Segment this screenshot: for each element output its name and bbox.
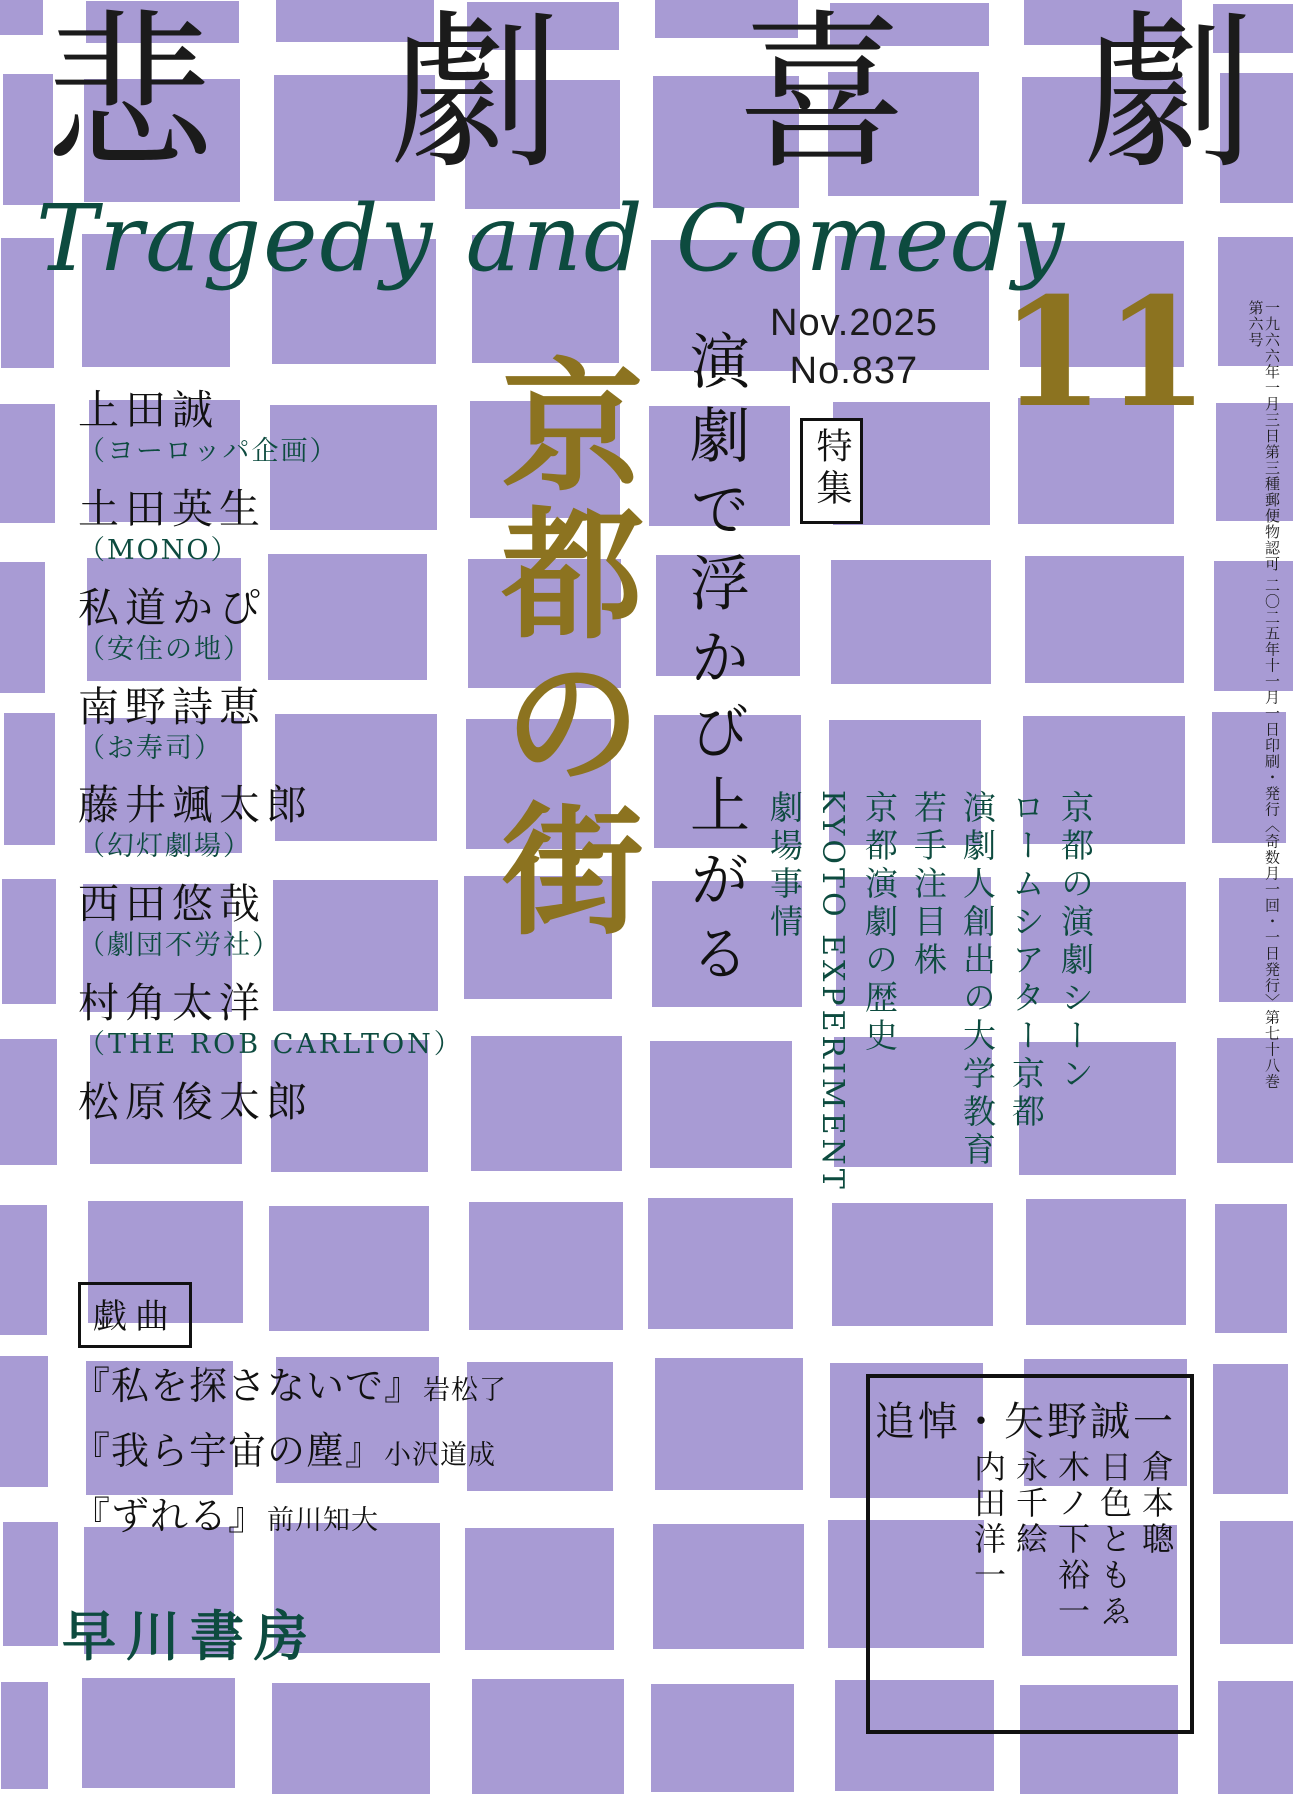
memorial-name: 永千絵 — [1011, 1450, 1049, 1558]
feature-item: 若手注目株 — [909, 790, 948, 980]
contributor-name: 私道かぴ — [78, 583, 266, 632]
masthead-english: Tragedy and Comedy — [36, 185, 1067, 292]
feature-item-list — [765, 790, 1095, 1350]
feature-item: 京都の演劇シーン — [1056, 790, 1095, 1094]
memorial-name: 日色ともゑ — [1095, 1450, 1133, 1630]
contributor-company: （安住の地） — [78, 633, 252, 665]
feature-item: 演劇人創出の大学教育 — [958, 790, 997, 1170]
contributor-company: （MONO） — [78, 534, 240, 566]
feature-item: 京都演劇の歴史 — [860, 790, 899, 1056]
play-title: 『我ら宇宙の塵』 — [72, 1429, 385, 1473]
masthead-char-2: 劇 — [390, 0, 561, 193]
masthead-char-3: 喜 — [737, 0, 908, 193]
memorial-name-list — [969, 1450, 1175, 1700]
contributor-item — [78, 1077, 548, 1126]
issue-info — [770, 300, 938, 395]
contributor-name: 土田英生 — [78, 484, 266, 533]
contributor-item — [78, 981, 548, 1062]
memorial-name: 木ノ下裕一 — [1053, 1450, 1091, 1630]
play-item — [72, 1420, 592, 1475]
feature-badge: 特集 — [800, 418, 863, 524]
memorial-heading: 追悼・矢野誠一 — [875, 1399, 1176, 1445]
contributor-company: （劇団不労社） — [78, 930, 281, 962]
play-title: 『ずれる』 — [72, 1494, 268, 1538]
memorial-name: 倉本聰 — [1137, 1450, 1175, 1558]
memorial-name: 内田洋一 — [969, 1450, 1007, 1594]
contributor-name: 南野詩恵 — [78, 682, 266, 731]
contributor-name: 上田誠 — [78, 386, 219, 434]
legal-notice: 一九六六年一月三日第三種郵便物認可 二〇二五年十一月一日印刷・発行〈奇数月一回・一日発行〉第七十八巻 第六号 — [1246, 300, 1280, 1090]
feature-subhead: 演劇で浮かび上がる — [680, 330, 750, 996]
publisher-name: 早川書房 — [62, 1604, 318, 1668]
contributor-name: 村角太洋 — [78, 979, 266, 1028]
month-badge: 11 — [1000, 265, 1209, 441]
play-item — [72, 1485, 592, 1540]
issue-date: Nov.2025 — [770, 302, 938, 344]
play-author: 岩松了 — [423, 1375, 508, 1406]
contributor-company: （お寿司） — [78, 732, 223, 764]
issue-number: No.837 — [789, 349, 919, 392]
plays-list — [72, 1355, 592, 1550]
play-item — [72, 1355, 592, 1410]
plays-label: 戯曲 — [78, 1282, 192, 1348]
contributor-company: （ヨーロッパ企画） — [78, 436, 339, 468]
masthead-japanese — [44, 0, 1254, 193]
masthead-char-4: 劇 — [1083, 0, 1254, 193]
play-title: 『私を探さないで』 — [72, 1364, 424, 1408]
contributor-company: （幻灯劇場） — [78, 831, 252, 863]
play-author: 前川知大 — [267, 1505, 380, 1536]
play-author: 小沢道成 — [384, 1440, 497, 1471]
masthead-char-1: 悲 — [44, 0, 215, 193]
memorial-box — [866, 1374, 1194, 1734]
contributor-name: 藤井颯太郎 — [78, 781, 313, 830]
feature-item: KYOTO EXPERIMENT — [815, 790, 850, 1193]
contributor-name: 松原俊太郎 — [78, 1077, 313, 1126]
contributor-name: 西田悠哉 — [78, 880, 266, 929]
feature-item: ロームシアター京都 — [1007, 790, 1046, 1132]
contributor-company: （THE ROB CARLTON） — [78, 1029, 464, 1061]
feature-item: 劇場事情 — [765, 790, 804, 942]
feature-headline: 京都の街 — [477, 352, 644, 944]
